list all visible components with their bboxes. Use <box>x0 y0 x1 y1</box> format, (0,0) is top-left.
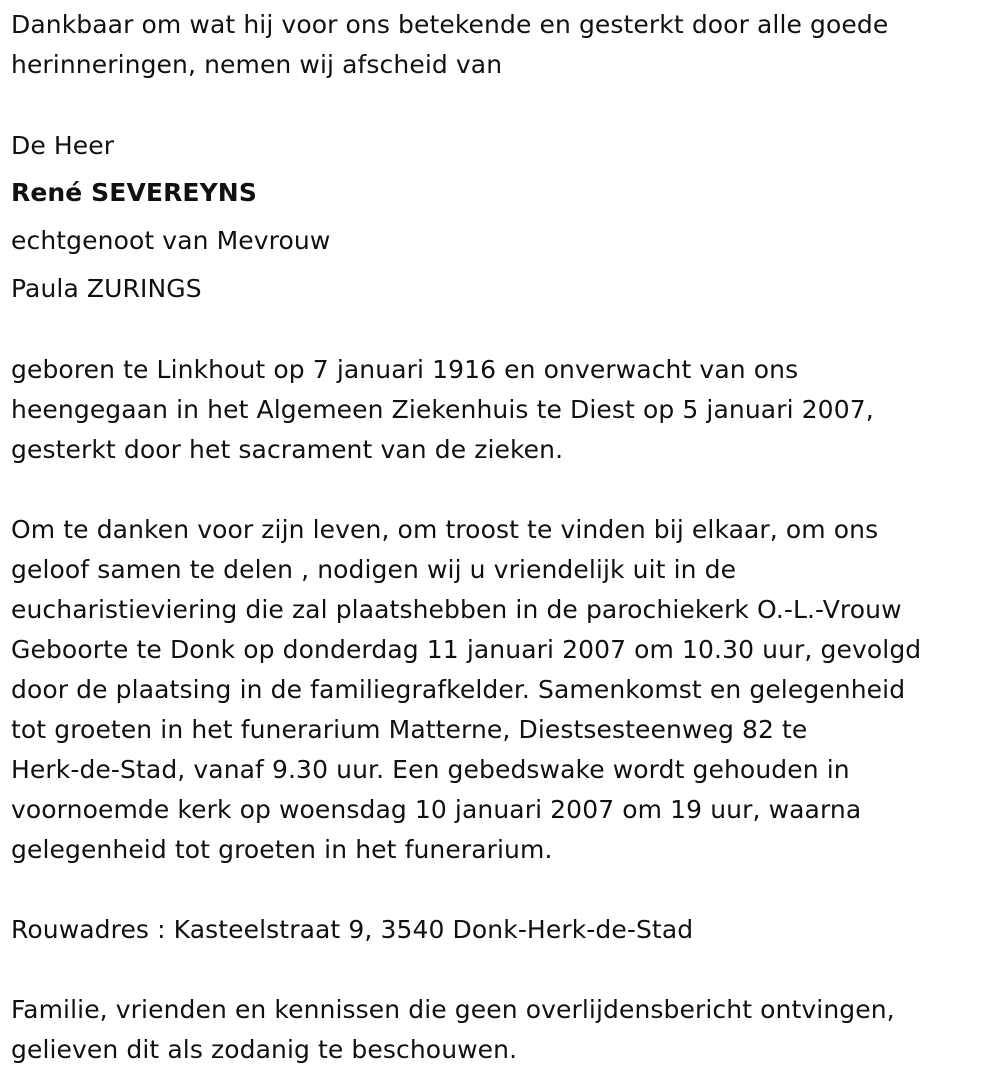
ceremony-line-4: Geboorte te Donk op donderdag 11 januari 2007 om 10.30 uur, gevolgd <box>11 635 922 664</box>
ceremony-line-9: gelegenheid tot groeten in het funerarium. <box>11 835 553 864</box>
deceased-name: René SEVEREYNS <box>11 178 257 207</box>
birth-death-line-1: geboren te Linkhout op 7 januari 1916 en onverwacht van ons <box>11 355 799 384</box>
salutation: De Heer <box>11 131 115 160</box>
birth-death-line-2: heengegaan in het Algemeen Ziekenhuis te Diest op 5 januari 2007, <box>11 395 874 424</box>
ceremony-line-7: Herk-de-Stad, vanaf 9.30 uur. Een gebedswake wordt gehouden in <box>11 755 850 784</box>
closing-line-1: Familie, vrienden en kennissen die geen overlijdensbericht ontvingen, <box>11 995 895 1024</box>
birth-death-line-3: gesterkt door het sacrament van de zieken. <box>11 435 564 464</box>
relation-text: echtgenoot van Mevrouw <box>11 226 331 255</box>
ceremony-line-3: eucharistieviering die zal plaatshebben in de parochiekerk O.-L.-Vrouw <box>11 595 902 624</box>
spouse-name: Paula ZURINGS <box>11 274 202 303</box>
ceremony-line-1: Om te danken voor zijn leven, om troost te vinden bij elkaar, om ons <box>11 515 879 544</box>
intro-line-2: herinneringen, nemen wij afscheid van <box>11 50 503 79</box>
ceremony-line-5: door de plaatsing in de familiegrafkelder. Samenkomst en gelegenheid <box>11 675 906 704</box>
closing-line-2: gelieven dit als zodanig te beschouwen. <box>11 1035 518 1064</box>
ceremony-line-8: voornoemde kerk op woensdag 10 januari 2007 om 19 uur, waarna <box>11 795 862 824</box>
intro-line-1: Dankbaar om wat hij voor ons betekende en gesterkt door alle goede <box>11 10 889 39</box>
ceremony-line-6: tot groeten in het funerarium Matterne, Diestsesteenweg 82 te <box>11 715 808 744</box>
ceremony-line-2: geloof samen te delen , nodigen wij u vriendelijk uit in de <box>11 555 737 584</box>
mourning-address: Rouwadres : Kasteelstraat 9, 3540 Donk-Herk-de-Stad <box>11 915 694 944</box>
